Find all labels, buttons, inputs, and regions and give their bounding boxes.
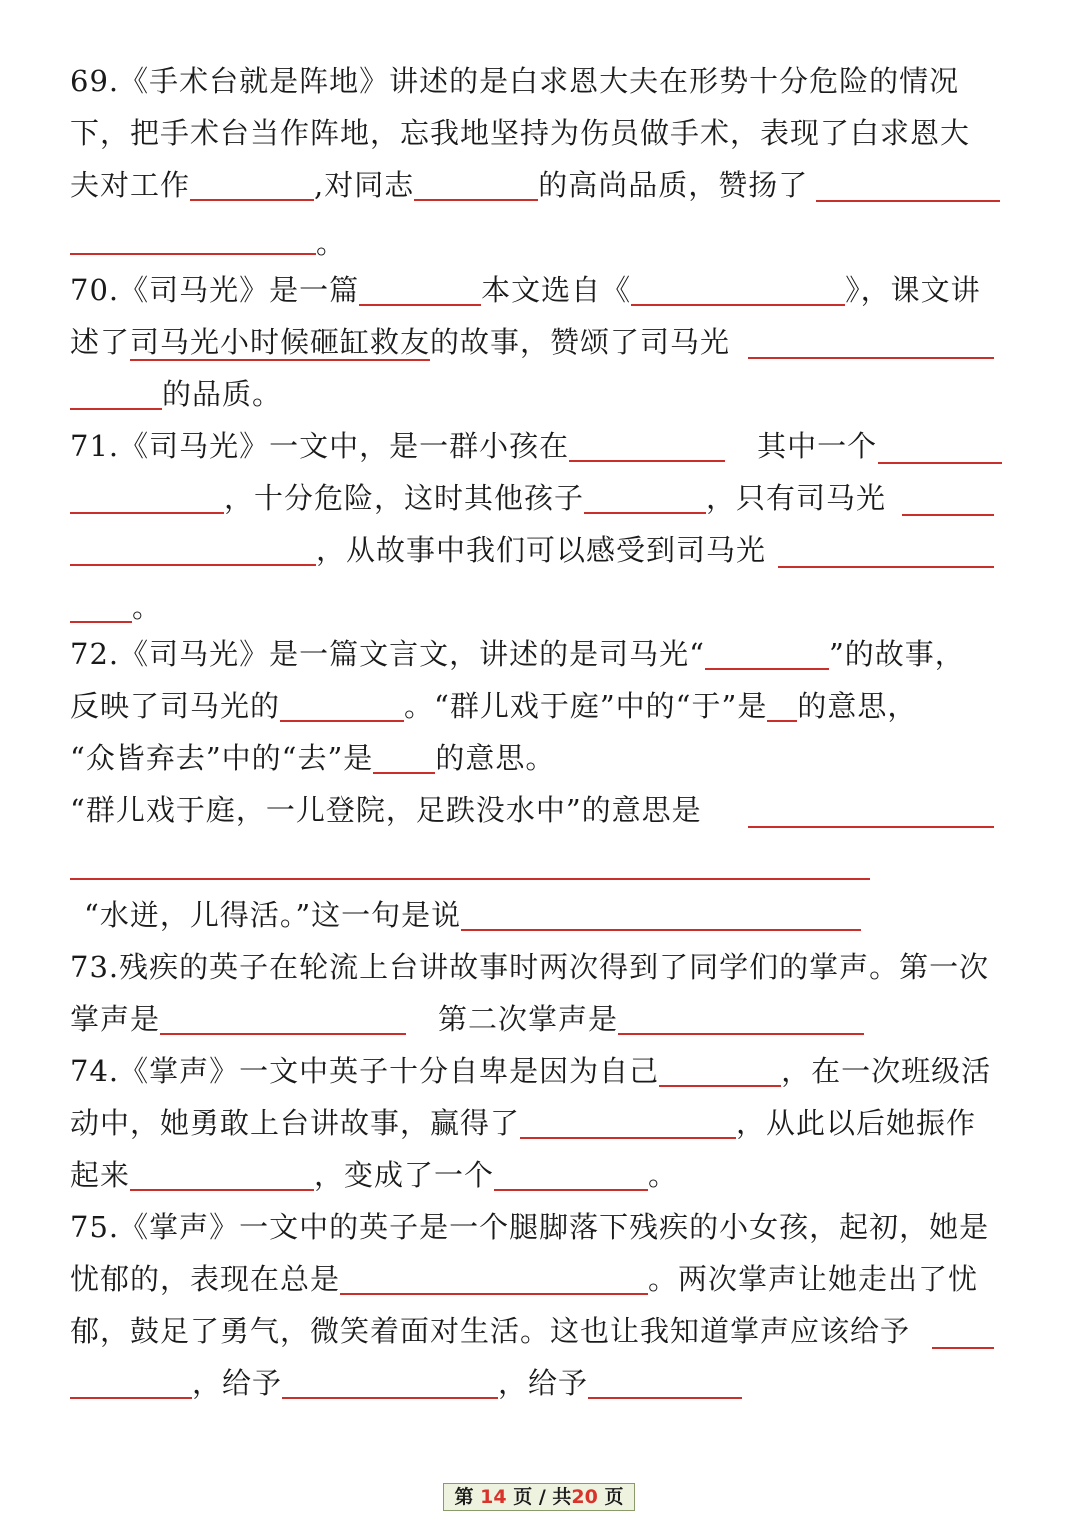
q70-line-2: 述了司马光小时候砸缸救友的故事，赞颂了司马光 [70, 325, 731, 359]
answer-blank[interactable] [190, 169, 314, 201]
answer-blank[interactable] [70, 591, 132, 623]
page-label-suffix: 页 [604, 1486, 624, 1508]
answer-blank[interactable] [282, 1367, 498, 1399]
answer-blank[interactable] [584, 482, 706, 514]
q75-line-4: ，给予 ，给予 [70, 1366, 742, 1400]
total-pages-number: 20 [571, 1486, 598, 1508]
answer-blank[interactable] [520, 1107, 736, 1139]
answer-blank[interactable] [631, 274, 845, 306]
q74-line-2: 动中，她勇敢上台讲故事，赢得了 ，从此以后她振作 [70, 1106, 977, 1140]
answer-blank[interactable] [461, 899, 861, 931]
q72-line-1: 72.《司马光》是一篇文言文，讲述的是司马光“ ”的故事， [70, 637, 965, 671]
q72-line-3: “众皆弃去”中的“去”是 的意思。 [70, 741, 556, 775]
q75-line-1: 75.《掌声》一文中的英子是一个腿脚落下残疾的小女孩，起初，她是 [70, 1210, 990, 1244]
answer-blank[interactable] [705, 638, 829, 670]
q69-line-3: 夫对工作 ,对同志 的高尚品质，赞扬了 [70, 168, 809, 202]
page-label-prefix: 第 [454, 1486, 474, 1508]
q74-line-1: 74.《掌声》一文中英子十分自卑是因为自己 ，在一次班级活 [70, 1054, 992, 1088]
current-page-number: 14 [480, 1486, 507, 1508]
q71-line-1: 71.《司马光》一文中，是一群小孩在 其中一个 [70, 429, 878, 463]
answer-blank[interactable] [70, 534, 316, 566]
answer-blank[interactable] [748, 357, 994, 359]
answer-blank[interactable] [373, 742, 435, 774]
answer-blank[interactable] [618, 1003, 864, 1035]
answer-blank[interactable] [70, 1367, 192, 1399]
q73-line-1: 73.残疾的英子在轮流上台讲故事时两次得到了同学们的掌声。第一次 [70, 950, 990, 984]
answer-blank[interactable] [659, 1055, 781, 1087]
q74-line-3: 起来 ，变成了一个 。 [70, 1158, 679, 1192]
q69-line-2: 下，把手术台当作阵地，忘我地坚持为伤员做手术，表现了白求恩大 [70, 116, 971, 150]
q70-line-1: 70.《司马光》是一篇 本文选自《 》，课文讲 [70, 273, 981, 307]
answer-blank[interactable] [902, 514, 994, 516]
answer-blank[interactable] [160, 1003, 406, 1035]
answer-blank[interactable] [70, 378, 162, 410]
answer-blank[interactable] [878, 462, 1002, 464]
answer-blank[interactable] [932, 1347, 994, 1349]
answer-blank[interactable] [280, 690, 404, 722]
q72-line-6: “水迸，儿得活。”这一句是说 [84, 898, 861, 932]
q69-line-4: 。 [316, 226, 347, 260]
q75-line-2: 忧郁的，表现在总是 。两次掌声让她走出了忧 [70, 1262, 979, 1296]
answer-blank[interactable] [816, 200, 1000, 202]
q72-line-4: “群儿戏于庭，一儿登院，足跌没水中”的意思是 [70, 793, 702, 827]
answer-blank[interactable] [70, 253, 316, 255]
answer-blank[interactable] [778, 566, 994, 568]
page-number-badge [443, 1483, 635, 1511]
answer-blank[interactable] [130, 1159, 314, 1191]
answer-blank[interactable] [588, 1367, 742, 1399]
q69-line-1: 69.《手术台就是阵地》讲述的是白求恩大夫在形势十分危险的情况 [70, 64, 960, 98]
q71-line-2: ，十分危险，这时其他孩子 ，只有司马光 [70, 481, 886, 515]
q72-line-2: 反映了司马光的 。“群儿戏于庭”中的“于”是 的意思， [70, 689, 918, 723]
q71-line-4: 。 [70, 590, 162, 624]
answer-blank[interactable] [340, 1263, 648, 1295]
answer-blank[interactable] [767, 690, 797, 722]
answer-blank[interactable] [494, 1159, 648, 1191]
answer-blank[interactable] [70, 878, 870, 880]
q71-line-3: ，从故事中我们可以感受到司马光 [70, 533, 766, 567]
q70-line-3: 的品质。 [70, 377, 282, 411]
answer-blank[interactable] [359, 274, 481, 306]
answer-blank[interactable] [70, 482, 224, 514]
page-label-middle: 页 / 共 [513, 1486, 572, 1508]
q73-line-2: 掌声是 第二次掌声是 [70, 1002, 864, 1036]
q75-line-3: 郁，鼓足了勇气，微笑着面对生活。这也让我知道掌声应该给予 [70, 1314, 911, 1348]
underlined-phrase: 司马光小时候砸缸救友 [130, 325, 431, 359]
answer-blank[interactable] [569, 430, 725, 462]
answer-blank[interactable] [748, 826, 994, 828]
answer-blank[interactable] [414, 169, 538, 201]
